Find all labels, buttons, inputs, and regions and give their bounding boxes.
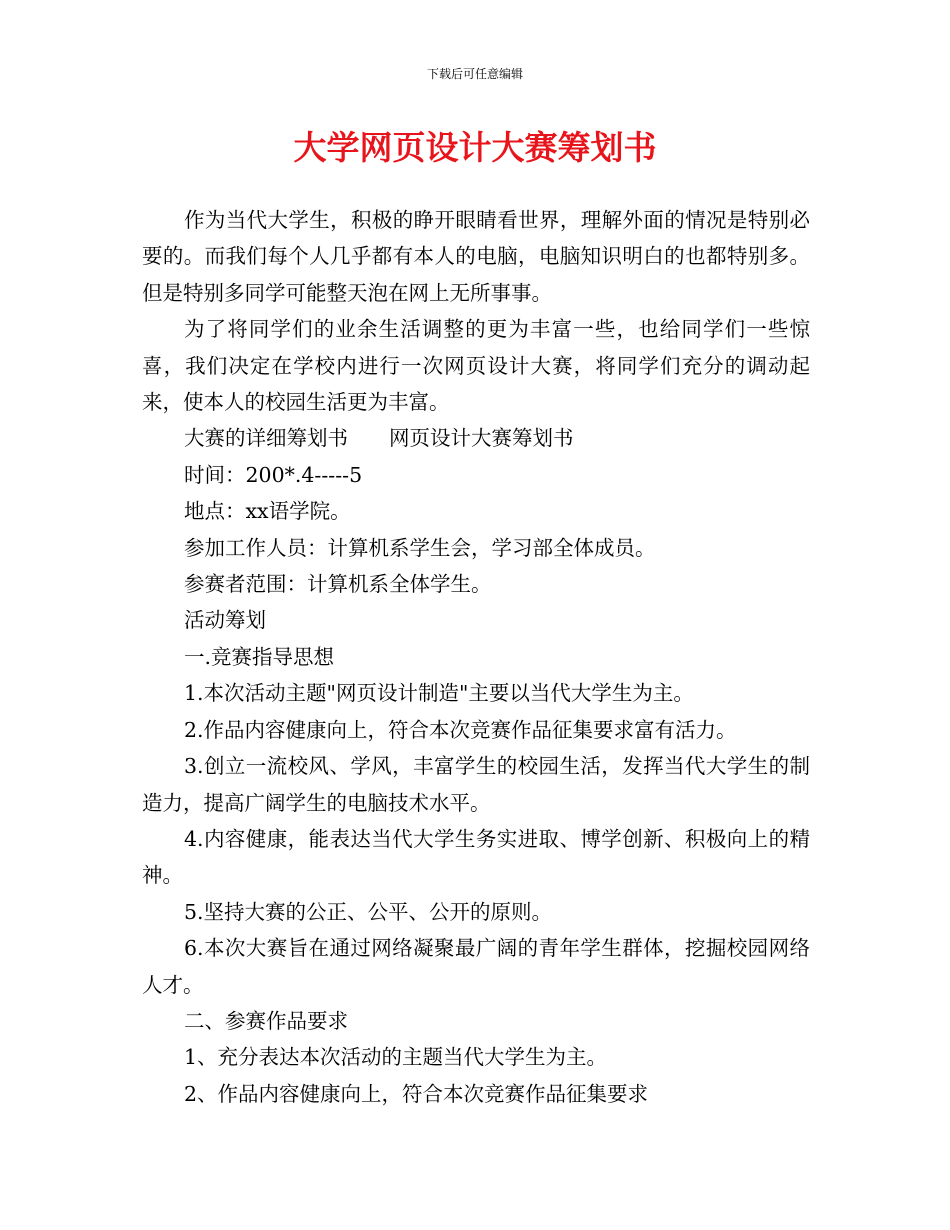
document-body <box>142 202 810 1112</box>
paragraph-time: 时间：200*.4-----5 <box>184 462 363 487</box>
list-item-requirement-2: 2、作品内容健康向上，符合本次竞赛作品征集要求 <box>184 1081 649 1106</box>
paragraph-plan-heading: 大赛的详细筹划书 网页设计大赛筹划书 <box>184 426 574 451</box>
list-item-guideline-2: 2.作品内容健康向上，符合本次竞赛作品征集要求富有活力。 <box>184 717 737 742</box>
list-item-guideline-1: 1.本次活动主题"网页设计制造"主要以当代大学生为主。 <box>184 681 694 706</box>
paragraph-staff: 参加工作人员：计算机系学生会，学习部全体成员。 <box>184 535 656 560</box>
paragraph-intro: 作为当代大学生，积极的睁开眼睛看世界，理解外面的情况是特别必要的。而我们每个人几乎都有本人的电脑，电脑知识明白的也都特别多。但是特别多同学可能整天泡在网上无所事事。 <box>142 208 810 305</box>
list-item-guideline-3: 3.创立一流校风、学风，丰富学生的校园生活，发挥当代大学生的制造力，提高广阔学生的电脑技术水平。 <box>142 754 810 815</box>
paragraph-purpose: 为了将同学们的业余生活调整的更为丰富一些，也给同学们一些惊喜，我们决定在学校内进行一次网页设计大赛，将同学们充分的调动起来，使本人的校园生活更为丰富。 <box>142 317 810 415</box>
document-title: 大学网页设计大赛筹划书 <box>293 128 657 167</box>
list-item-guideline-4: 4.内容健康，能表达当代大学生务实进取、博学创新、积极向上的精神。 <box>142 826 810 888</box>
list-item-guideline-6: 6.本次大赛旨在通过网络凝聚最广阔的青年学生群体，挖掘校园网络人才。 <box>142 936 810 997</box>
list-item-requirement-1: 1、充分表达本次活动的主题当代大学生为主。 <box>184 1045 608 1070</box>
section-heading-guiding-ideas: 一.竞赛指导思想 <box>184 644 335 669</box>
section-heading-entry-requirements: 二、参赛作品要求 <box>184 1008 348 1033</box>
paragraph-activity-plan: 活动筹划 <box>184 608 266 633</box>
list-item-guideline-5: 5.坚持大赛的公正、公平、公开的原则。 <box>184 899 553 924</box>
paragraph-location: 地点：xx语学院。 <box>184 499 351 524</box>
paragraph-participants: 参赛者范围：计算机系全体学生。 <box>184 572 492 597</box>
header-note: 下载后可任意编辑 <box>426 67 523 81</box>
